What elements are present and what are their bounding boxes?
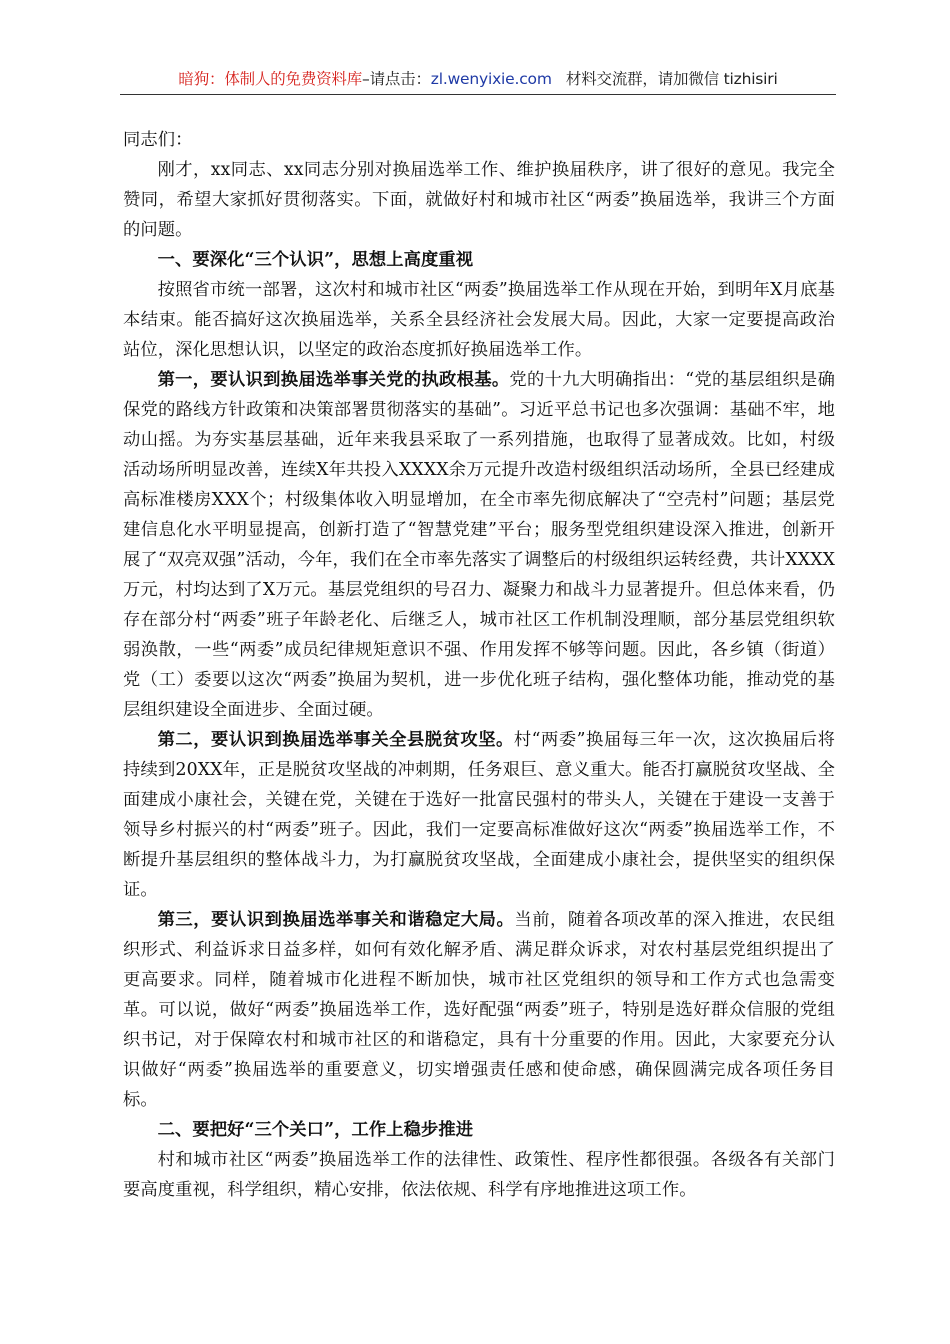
- header-brand: 暗狗：体制人的免费资料库: [178, 70, 363, 88]
- section-heading-1: 一、要深化“三个认识”，思想上高度重视: [157, 250, 474, 270]
- paragraph-third: [123, 905, 835, 1115]
- paragraph-closing: 村和城市社区“两委”换届选举工作的法律性、政策性、程序性都很强。各级各有关部门要高度重视，科学组织，精心安排，依法依规、科学有序地推进这项工作。: [123, 1150, 835, 1200]
- section-heading-2: 二、要把好“三个关口”，工作上稳步推进: [157, 1120, 474, 1140]
- paragraph-third-lead: 第三，要认识到换届选举事关和谐稳定大局。: [157, 910, 515, 930]
- paragraph-second-lead: 第二，要认识到换届选举事关全县脱贫攻坚。: [157, 730, 514, 750]
- header-click-prefix: –请点击：: [362, 70, 431, 88]
- paragraph-overview: 按照省市统一部署，这次村和城市社区“两委”换届选举工作从现在开始，到明年X月底基本结束。能否搞好这次换届选举，关系全县经济社会发展大局。因此，大家一定要提高政治站位，深化思想认识，以坚定的政治态度抓好换届选举工作。: [123, 280, 835, 360]
- header-url-link[interactable]: zl.wenyixie.com: [430, 70, 552, 88]
- paragraph-third-text: 当前，随着各项改革的深入推进，农民组织形式、利益诉求日益多样，如何有效化解矛盾、满足群众诉求，对农村基层党组织提出了更高要求。同样，随着城市化进程不断加快，城市社区党组织的领导和工作方式也急需变革。可以说，做好“两委”换届选举工作，选好配强“两委”班子，特别是选好群众信服的党组织书记，对于保障农村和城市社区的和谐稳定，具有十分重要的作用。因此，大家要充分认识做好“两委”换届选举的重要意义，切实增强责任感和使命感，确保圆满完成各项任务目标。: [123, 910, 835, 1110]
- paragraph-second: [123, 725, 835, 905]
- paragraph-intro: 刚才，xx同志、xx同志分别对换届选举工作、维护换届秩序，讲了很好的意见。我完全赞同，希望大家抓好贯彻落实。下面，就做好村和城市社区“两委”换届选举，我讲三个方面的问题。: [123, 160, 835, 240]
- paragraph-second-text: 村“两委”换届每三年一次，这次换届后将持续到20XX年，正是脱贫攻坚战的冲刺期，任务艰巨、意义重大。能否打赢脱贫攻坚战、全面建成小康社会，关键在党，关键在于选好一批富民强村的带头人，关键在于建设一支善于领导乡村振兴的村“两委”班子。因此，我们一定要高标准做好这次“两委”换届选举工作，不断提升基层组织的整体战斗力，为打赢脱贫攻坚战，全面建成小康社会，提供坚实的组织保证。: [123, 730, 835, 900]
- header-wechat: 材料交流群，请加微信 tizhisiri: [565, 70, 778, 88]
- salutation: 同志们：: [123, 130, 193, 150]
- page-header: [120, 68, 836, 90]
- paragraph-first-lead: 第一，要认识到换届选举事关党的执政根基。: [157, 370, 510, 390]
- document-body: [123, 125, 835, 1205]
- header-divider: [120, 94, 836, 95]
- paragraph-first-text: 党的十九大明确指出：“党的基层组织是确保党的路线方针政策和决策部署贯彻落实的基础”。习近平总书记也多次强调：基础不牢，地动山摇。为夯实基层基础，近年来我县采取了一系列措施，也取得了显著成效。比如，村级活动场所明显改善，连续X年共投入XXXX余万元提升改造村级组织活动场所，全县已经建成高标准楼房XXX个；村级集体收入明显增加，在全市率先彻底解决了“空壳村”问题；基层党建信息化水平明显提高，创新打造了“智慧党建”平台；服务型党组织建设深入推进，创新开展了“双亮双强”活动，今年，我们在全市率先落实了调整后的村级组织运转经费，共计XXXX万元，村均达到了X万元。基层党组织的号召力、凝聚力和战斗力显著提升。但总体来看，仍存在部分村“两委”班子年龄老化、后继乏人，城市社区工作机制没理顺，部分基层党组织软弱涣散，一些“两委”成员纪律规矩意识不强、作用发挥不够等问题。因此，各乡镇（街道）党（工）委要以这次“两委”换届为契机，进一步优化班子结构，强化整体功能，推动党的基层组织建设全面进步、全面过硬。: [123, 370, 835, 720]
- paragraph-first: [123, 365, 835, 725]
